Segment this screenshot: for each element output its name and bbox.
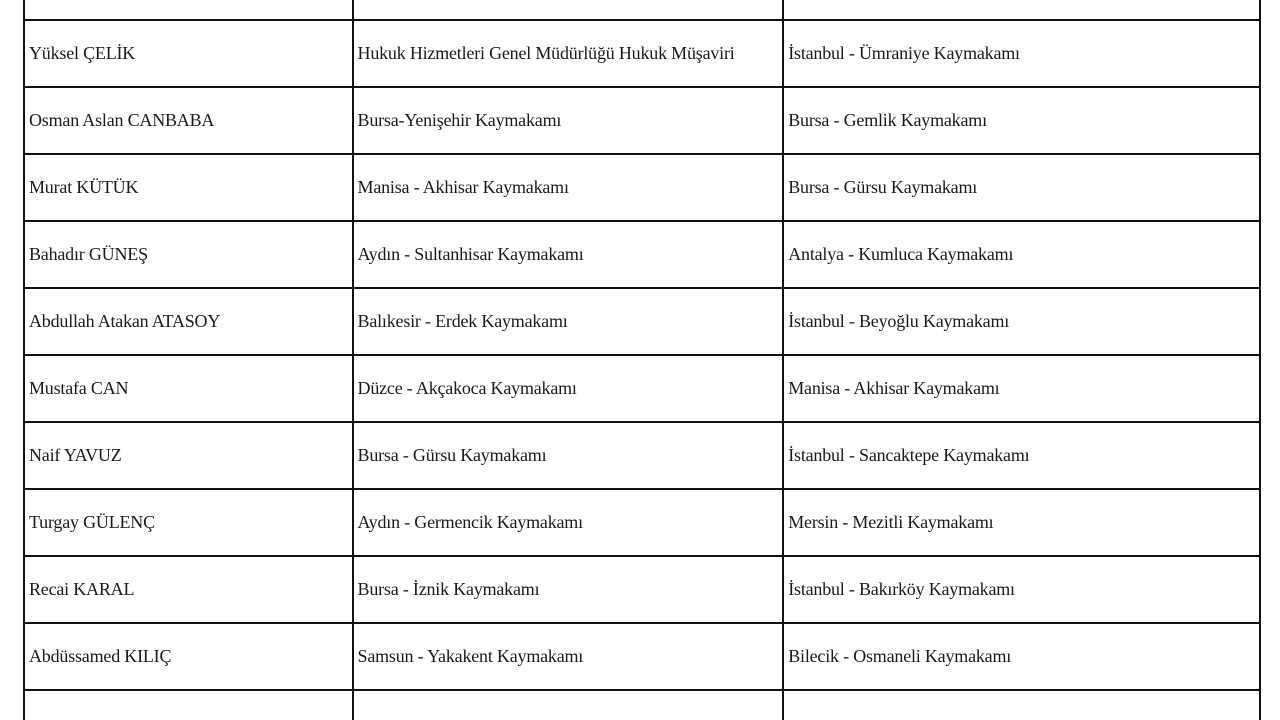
new-post-cell: İstanbul - Bakırköy Kaymakamı [783, 556, 1260, 623]
name-cell [24, 0, 353, 20]
table-row [24, 20, 1260, 87]
table-row [24, 288, 1260, 355]
name-cell: Abdüssamed KILIÇ [24, 623, 353, 690]
name-cell: Recai KARAL [24, 556, 353, 623]
table-body [24, 0, 1260, 720]
new-post-cell: Manisa - Akhisar Kaymakamı [783, 355, 1260, 422]
previous-post-cell: Manisa - Akhisar Kaymakamı [353, 154, 784, 221]
new-post-cell: Bilecik - Osmaneli Kaymakamı [783, 623, 1260, 690]
table-row [24, 690, 1260, 720]
new-post-cell [783, 0, 1260, 20]
table-row [24, 355, 1260, 422]
name-cell: Abdullah Atakan ATASOY [24, 288, 353, 355]
previous-post-cell: Balıkesir - Erdek Kaymakamı [353, 288, 784, 355]
table-row [24, 489, 1260, 556]
table-row [24, 556, 1260, 623]
table-row [24, 422, 1260, 489]
table-row [24, 221, 1260, 288]
previous-post-cell [353, 0, 784, 20]
new-post-cell: İstanbul - Ümraniye Kaymakamı [783, 20, 1260, 87]
name-cell: Yüksel ÇELİK [24, 20, 353, 87]
new-post-cell: İstanbul - Beyoğlu Kaymakamı [783, 288, 1260, 355]
new-post-cell: Mersin - Mezitli Kaymakamı [783, 489, 1260, 556]
name-cell [24, 690, 353, 720]
table-row [24, 0, 1260, 20]
name-cell: Murat KÜTÜK [24, 154, 353, 221]
previous-post-cell: Bursa-Yenişehir Kaymakamı [353, 87, 784, 154]
previous-post-cell: Düzce - Akçakoca Kaymakamı [353, 355, 784, 422]
previous-post-cell: Bursa - İznik Kaymakamı [353, 556, 784, 623]
new-post-cell [783, 690, 1260, 720]
previous-post-cell: Aydın - Germencik Kaymakamı [353, 489, 784, 556]
previous-post-cell [353, 690, 784, 720]
previous-post-cell: Samsun - Yakakent Kaymakamı [353, 623, 784, 690]
new-post-cell: Bursa - Gemlik Kaymakamı [783, 87, 1260, 154]
name-cell: Bahadır GÜNEŞ [24, 221, 353, 288]
table-row [24, 154, 1260, 221]
table-row [24, 623, 1260, 690]
name-cell: Osman Aslan CANBABA [24, 87, 353, 154]
new-post-cell: İstanbul - Sancaktepe Kaymakamı [783, 422, 1260, 489]
new-post-cell: Bursa - Gürsu Kaymakamı [783, 154, 1260, 221]
appointments-table [23, 0, 1261, 720]
name-cell: Turgay GÜLENÇ [24, 489, 353, 556]
name-cell: Mustafa CAN [24, 355, 353, 422]
new-post-cell: Antalya - Kumluca Kaymakamı [783, 221, 1260, 288]
table-row [24, 87, 1260, 154]
previous-post-cell: Bursa - Gürsu Kaymakamı [353, 422, 784, 489]
previous-post-cell: Hukuk Hizmetleri Genel Müdürlüğü Hukuk Müşaviri [353, 20, 784, 87]
name-cell: Naif YAVUZ [24, 422, 353, 489]
previous-post-cell: Aydın - Sultanhisar Kaymakamı [353, 221, 784, 288]
